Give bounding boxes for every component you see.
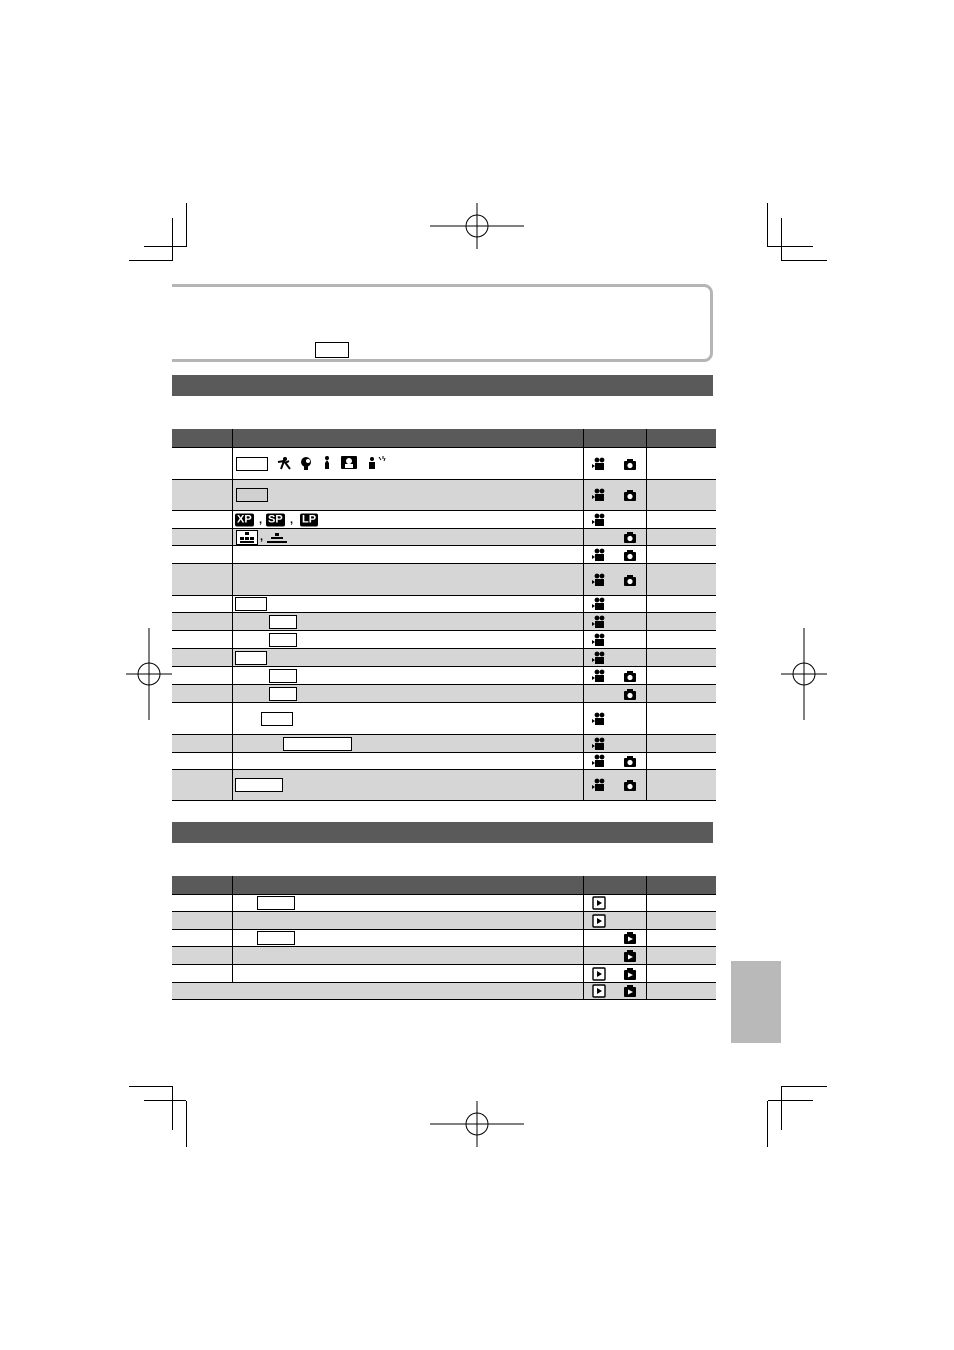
table-row bbox=[172, 753, 716, 770]
photo-camera-icon bbox=[623, 687, 637, 701]
table-row bbox=[172, 912, 716, 930]
video-camera-icon bbox=[592, 754, 606, 768]
table-header-row bbox=[172, 429, 716, 448]
table-row bbox=[172, 480, 716, 511]
sp-badge: SP bbox=[268, 513, 283, 525]
mode-box bbox=[269, 669, 297, 683]
surf-snow-icon bbox=[341, 455, 357, 470]
video-camera-icon bbox=[592, 488, 606, 502]
table-header-row bbox=[172, 876, 716, 895]
table-row bbox=[172, 735, 716, 753]
picture-quality-normal-icon bbox=[267, 532, 287, 544]
table-row bbox=[172, 511, 716, 529]
mode-box bbox=[257, 896, 295, 910]
registration-mark-right bbox=[781, 628, 827, 720]
photo-camera-icon bbox=[623, 530, 637, 544]
section-header-playback bbox=[172, 822, 713, 843]
table-row bbox=[172, 631, 716, 649]
mode-box bbox=[269, 615, 297, 629]
chapter-side-tab bbox=[731, 961, 781, 1043]
photo-playback-icon bbox=[623, 931, 637, 945]
video-camera-icon bbox=[592, 778, 606, 792]
video-camera-icon bbox=[592, 457, 606, 471]
video-camera-icon bbox=[592, 573, 606, 587]
table-row bbox=[172, 546, 716, 564]
picture-quality-fine-icon bbox=[236, 530, 258, 545]
table-row bbox=[172, 564, 716, 596]
portrait-icon bbox=[299, 456, 313, 470]
video-camera-icon bbox=[592, 597, 606, 611]
table-row bbox=[172, 947, 716, 965]
note-frame bbox=[172, 284, 713, 362]
photo-camera-icon bbox=[623, 669, 637, 683]
video-playback-icon bbox=[592, 914, 606, 928]
sports-icon bbox=[276, 456, 292, 470]
playback-functions-table bbox=[172, 876, 716, 1000]
separator-text: , bbox=[259, 513, 263, 526]
photo-camera-icon bbox=[623, 488, 637, 502]
mode-box bbox=[236, 488, 268, 502]
table-row bbox=[172, 596, 716, 613]
xp-badge: XP bbox=[237, 513, 252, 525]
photo-playback-icon bbox=[623, 984, 637, 998]
video-camera-icon bbox=[592, 548, 606, 562]
table-row bbox=[172, 930, 716, 947]
mode-box bbox=[261, 712, 293, 726]
mode-box bbox=[235, 778, 283, 792]
mode-box bbox=[257, 931, 295, 945]
mode-box bbox=[236, 457, 268, 471]
table-row bbox=[172, 703, 716, 735]
video-camera-icon bbox=[592, 633, 606, 647]
table-row bbox=[172, 983, 716, 1000]
video-camera-icon bbox=[592, 651, 606, 665]
video-playback-icon bbox=[592, 967, 606, 981]
registration-mark-left bbox=[126, 628, 172, 720]
mode-box bbox=[269, 687, 297, 701]
video-camera-icon bbox=[592, 615, 606, 629]
photo-camera-icon bbox=[623, 778, 637, 792]
mode-box bbox=[235, 597, 267, 611]
note-key-box bbox=[315, 342, 349, 358]
video-camera-icon bbox=[592, 669, 606, 683]
registration-mark-bottom bbox=[430, 1101, 524, 1147]
photo-camera-icon bbox=[623, 457, 637, 471]
photo-camera-icon bbox=[623, 573, 637, 587]
table-row bbox=[172, 649, 716, 667]
recording-functions-table bbox=[172, 429, 716, 801]
mode-box bbox=[269, 633, 297, 647]
table-row bbox=[172, 529, 716, 546]
registration-mark-top bbox=[430, 203, 524, 249]
photo-camera-icon bbox=[623, 548, 637, 562]
table-row bbox=[172, 895, 716, 912]
photo-playback-icon bbox=[623, 949, 637, 963]
video-playback-icon bbox=[592, 984, 606, 998]
spotlight-icon bbox=[321, 455, 333, 470]
table-row bbox=[172, 685, 716, 703]
table-row bbox=[172, 613, 716, 631]
mode-box bbox=[235, 651, 267, 665]
video-playback-icon bbox=[592, 896, 606, 910]
video-camera-icon bbox=[592, 737, 606, 751]
table-row bbox=[172, 667, 716, 685]
photo-playback-icon bbox=[623, 967, 637, 981]
separator-text: , bbox=[290, 513, 294, 526]
video-camera-icon bbox=[592, 712, 606, 726]
low-light-icon bbox=[367, 455, 387, 470]
lp-badge: LP bbox=[302, 513, 317, 525]
photo-camera-icon bbox=[623, 754, 637, 768]
video-camera-icon bbox=[592, 513, 606, 527]
table-row bbox=[172, 770, 716, 801]
table-row bbox=[172, 448, 716, 480]
separator-text: , bbox=[260, 531, 264, 543]
section-header-recording bbox=[172, 375, 713, 396]
mode-box bbox=[283, 737, 352, 751]
table-row bbox=[172, 965, 716, 983]
